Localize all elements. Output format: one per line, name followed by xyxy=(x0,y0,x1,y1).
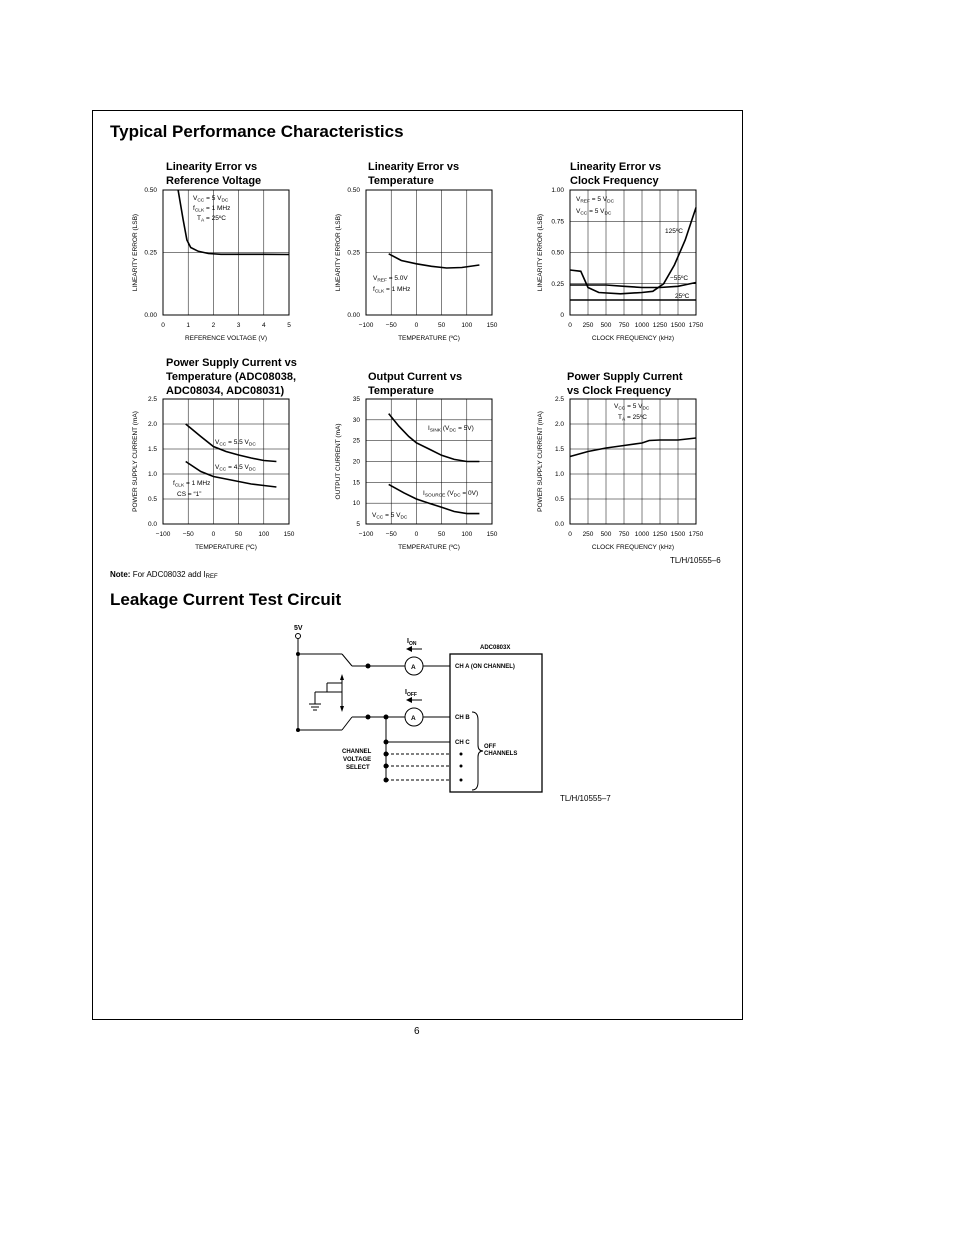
y-tick-label: 2.5 xyxy=(554,396,564,403)
y-axis-label: LINEARITY ERROR (LSB) xyxy=(132,213,139,292)
ioff-label: $I_{OFF}$ xyxy=(405,689,417,698)
y-axis-label: LINEARITY ERROR (LSB) xyxy=(335,213,342,292)
x-tick-label: 2 xyxy=(211,322,216,329)
series-line xyxy=(389,414,480,462)
chart-title-line: vs Clock Frequency xyxy=(567,385,671,397)
y-tick-label: 25 xyxy=(352,437,360,445)
x-axis-label: TEMPERATURE (ºC) xyxy=(398,544,460,551)
select-label-3: SELECT xyxy=(346,765,370,771)
chart-title-line: Power Supply Current xyxy=(567,371,683,383)
chart-title-4 xyxy=(166,356,297,398)
page-number: 6 xyxy=(414,1026,420,1037)
chart-title-line: Reference Voltage xyxy=(166,175,262,187)
supply-current-vs-temperature-chart xyxy=(125,394,305,559)
section-title-leakage: Leakage Current Test Circuit xyxy=(110,590,342,609)
chart-annotation: $V_{CC} = 5.5$ $V_{DC}$ xyxy=(215,439,256,448)
y-axis-label: LINEARITY ERROR (LSB) xyxy=(537,213,544,292)
x-axis-label: REFERENCE VOLTAGE (V) xyxy=(184,335,268,342)
x-tick-label: 0 xyxy=(568,531,572,538)
y-tick-label: 2.5 xyxy=(147,396,157,403)
chart-title-line: ADC08034, ADC08031) xyxy=(166,385,285,397)
x-tick-label: 100 xyxy=(461,322,473,329)
x-tick-label: 250 xyxy=(582,531,594,538)
output-current-vs-temperature-chart xyxy=(328,394,508,559)
y-tick-label: 0.00 xyxy=(144,312,157,319)
chart-annotation: $T_A$ = 25ºC xyxy=(618,414,647,423)
ion-label: $I_{ON}$ xyxy=(407,638,417,647)
chart-title-line: Power Supply Current vs xyxy=(166,357,297,369)
y-tick-label: 0.25 xyxy=(144,249,157,257)
y-tick-label: 0.00 xyxy=(347,312,360,319)
y-tick-label: 0.5 xyxy=(554,496,564,503)
x-tick-label: 1750 xyxy=(688,531,704,538)
chart-annotation: $V_{CC} = 5$ $V_{DC}$ xyxy=(614,403,650,412)
x-tick-label: 50 xyxy=(234,531,243,538)
note-text: For ADC08032 add I xyxy=(132,570,206,579)
series-label: −55ºC xyxy=(670,275,689,282)
x-tick-label: 1000 xyxy=(634,531,650,538)
x-tick-label: −50 xyxy=(385,531,397,538)
y-tick-label: 0 xyxy=(560,312,564,319)
chart-annotation: $I_{SINK}$ $(V_{DC} = 5V)$ xyxy=(428,425,474,434)
series-label: 125ºC xyxy=(665,228,683,235)
supply-label: 5V xyxy=(294,625,303,632)
figure-id-perf: TL/H/10555–6 xyxy=(670,556,721,565)
x-tick-label: 0 xyxy=(568,322,572,329)
y-tick-label: 5 xyxy=(356,521,360,528)
chart-annotation: $f_{CLK} = 1$ MHz xyxy=(173,480,211,489)
x-tick-label: 50 xyxy=(437,322,446,329)
note-label: Note: xyxy=(110,570,131,579)
x-tick-label: 100 xyxy=(258,531,270,538)
select-label-2: VOLTAGE xyxy=(343,757,372,763)
chart-title-line: Temperature xyxy=(368,175,434,187)
off-channels-label-2: CHANNELS xyxy=(484,751,518,757)
supply-terminal xyxy=(296,634,301,639)
ch-c-label: CH C xyxy=(455,740,470,746)
y-tick-label: 10 xyxy=(352,500,360,508)
y-tick-label: 30 xyxy=(352,416,360,424)
chip-label: ADC0803X xyxy=(480,645,511,651)
x-tick-label: −100 xyxy=(358,322,374,329)
supply-current-vs-clock-chart xyxy=(530,394,720,559)
y-tick-label: 1.00 xyxy=(551,187,564,194)
x-tick-label: −100 xyxy=(155,531,171,538)
series-label: 25ºC xyxy=(675,293,690,300)
linearity-vs-reference-chart xyxy=(125,185,305,350)
x-tick-label: 4 xyxy=(261,322,266,329)
linearity-vs-temperature-chart xyxy=(328,185,508,350)
x-tick-label: 1500 xyxy=(670,531,686,538)
y-tick-label: 2.0 xyxy=(554,421,564,428)
off-channels-label-1: OFF xyxy=(484,744,496,750)
chart-title-1 xyxy=(166,160,261,188)
x-tick-label: −100 xyxy=(358,531,374,538)
chart-title-line: Temperature (ADC08038, xyxy=(166,371,297,383)
chart-annotation: $I_{SOURCE}$ $(V_{DC} = 0V)$ xyxy=(423,490,479,499)
chart-annotation: $T_A$ = 25ºC xyxy=(197,215,226,224)
y-tick-label: 15 xyxy=(352,479,360,487)
x-tick-label: 150 xyxy=(283,531,295,538)
y-tick-label: 0.0 xyxy=(147,521,157,528)
y-tick-label: 35 xyxy=(352,396,360,403)
x-tick-label: −50 xyxy=(182,531,194,538)
y-tick-label: 0.0 xyxy=(554,521,564,528)
x-tick-label: 1000 xyxy=(634,322,650,329)
leakage-test-circuit xyxy=(280,620,550,810)
chart-annotation: $V_{CC} = 5$ $V_{DC}$ xyxy=(576,208,612,217)
x-tick-label: 250 xyxy=(582,322,594,329)
x-tick-label: 1750 xyxy=(688,322,704,329)
series-line xyxy=(389,484,480,513)
linearity-vs-clock-chart xyxy=(530,185,720,350)
note xyxy=(110,570,218,580)
chart-annotation: $V_{REF} = 5.0V$ xyxy=(373,275,408,284)
y-tick-label: 2.0 xyxy=(147,421,157,428)
x-tick-label: 750 xyxy=(618,531,630,538)
chart-annotation: $V_{CC} = 4.5$ $V_{DC}$ xyxy=(215,464,256,473)
x-tick-label: 50 xyxy=(437,531,446,538)
chart-title-line: Linearity Error vs xyxy=(166,161,258,173)
chart-annotation: CS = “1” xyxy=(177,491,202,498)
chart-annotation: $V_{CC} = 5$ $V_{DC}$ xyxy=(193,195,229,204)
x-tick-label: 100 xyxy=(461,531,473,538)
chart-title-line: Temperature xyxy=(368,385,434,397)
series-line xyxy=(570,283,696,288)
x-tick-label: 1 xyxy=(186,322,191,329)
y-tick-label: 1.0 xyxy=(147,471,157,478)
chart-title-3 xyxy=(570,160,661,188)
ammeter-b-label: A xyxy=(411,715,416,722)
x-tick-label: 150 xyxy=(486,322,498,329)
chart-annotation: $V_{CC} = 5$ $V_{DC}$ xyxy=(372,512,408,521)
x-tick-label: 1250 xyxy=(652,322,668,329)
ch-b-label: CH B xyxy=(455,715,470,721)
chart-title-line: Clock Frequency xyxy=(570,175,659,187)
chart-title-line: Linearity Error vs xyxy=(368,161,460,173)
y-tick-label: 0.25 xyxy=(551,280,564,288)
x-axis-label: TEMPERATURE (ºC) xyxy=(195,544,257,551)
x-axis-label: CLOCK FREQUENCY (kHz) xyxy=(591,335,675,342)
x-axis-label: TEMPERATURE (ºC) xyxy=(398,335,460,342)
chart-title-line: Linearity Error vs xyxy=(570,161,662,173)
x-tick-label: 5 xyxy=(287,322,291,329)
select-label-1: CHANNEL xyxy=(342,749,372,755)
figure-id-leakage: TL/H/10555–7 xyxy=(560,794,611,803)
x-tick-label: −50 xyxy=(385,322,397,329)
y-tick-label: 0.50 xyxy=(144,187,157,194)
note-sub: REF xyxy=(205,574,218,580)
y-axis-label: POWER SUPPLY CURRENT (mA) xyxy=(537,411,544,512)
section-title-performance: Typical Performance Characteristics xyxy=(110,122,404,141)
x-tick-label: 0 xyxy=(211,531,216,538)
series-line xyxy=(389,254,480,268)
chart-annotation: $f_{CLK} = 1$ MHz xyxy=(193,205,231,214)
x-tick-label: 150 xyxy=(486,531,498,538)
y-tick-label: 1.5 xyxy=(554,446,564,453)
ammeter-a-label: A xyxy=(411,664,416,671)
x-tick-label: 1500 xyxy=(670,322,686,329)
chart-title-line: Output Current vs xyxy=(368,371,463,383)
y-tick-label: 1.0 xyxy=(554,471,564,478)
y-tick-label: 1.5 xyxy=(147,446,157,453)
x-axis-label: CLOCK FREQUENCY (kHz) xyxy=(591,544,675,551)
chart-annotation: $V_{REF} = 5$ $V_{DC}$ xyxy=(576,196,615,205)
x-tick-label: 750 xyxy=(618,322,630,329)
y-tick-label: 20 xyxy=(352,458,360,466)
x-tick-label: 0 xyxy=(161,322,165,329)
chart-annotation: $f_{CLK} = 1$ MHz xyxy=(373,286,411,295)
y-axis-label: OUTPUT CURRENT (mA) xyxy=(335,423,342,500)
y-tick-label: 0.75 xyxy=(551,218,564,226)
x-tick-label: 0 xyxy=(414,322,419,329)
x-tick-label: 3 xyxy=(236,322,241,329)
x-tick-label: 1250 xyxy=(652,531,668,538)
x-tick-label: 500 xyxy=(600,531,612,538)
x-tick-label: 500 xyxy=(600,322,612,329)
x-tick-label: 0 xyxy=(414,531,419,538)
y-axis-label: POWER SUPPLY CURRENT (mA) xyxy=(132,411,139,512)
y-tick-label: 0.50 xyxy=(551,249,564,257)
chart-title-2 xyxy=(368,160,459,188)
y-tick-label: 0.50 xyxy=(347,187,360,194)
y-tick-label: 0.5 xyxy=(147,496,157,503)
y-tick-label: 0.25 xyxy=(347,249,360,257)
series-line xyxy=(570,438,696,457)
ch-a-label: CH A (ON CHANNEL) xyxy=(455,664,515,670)
